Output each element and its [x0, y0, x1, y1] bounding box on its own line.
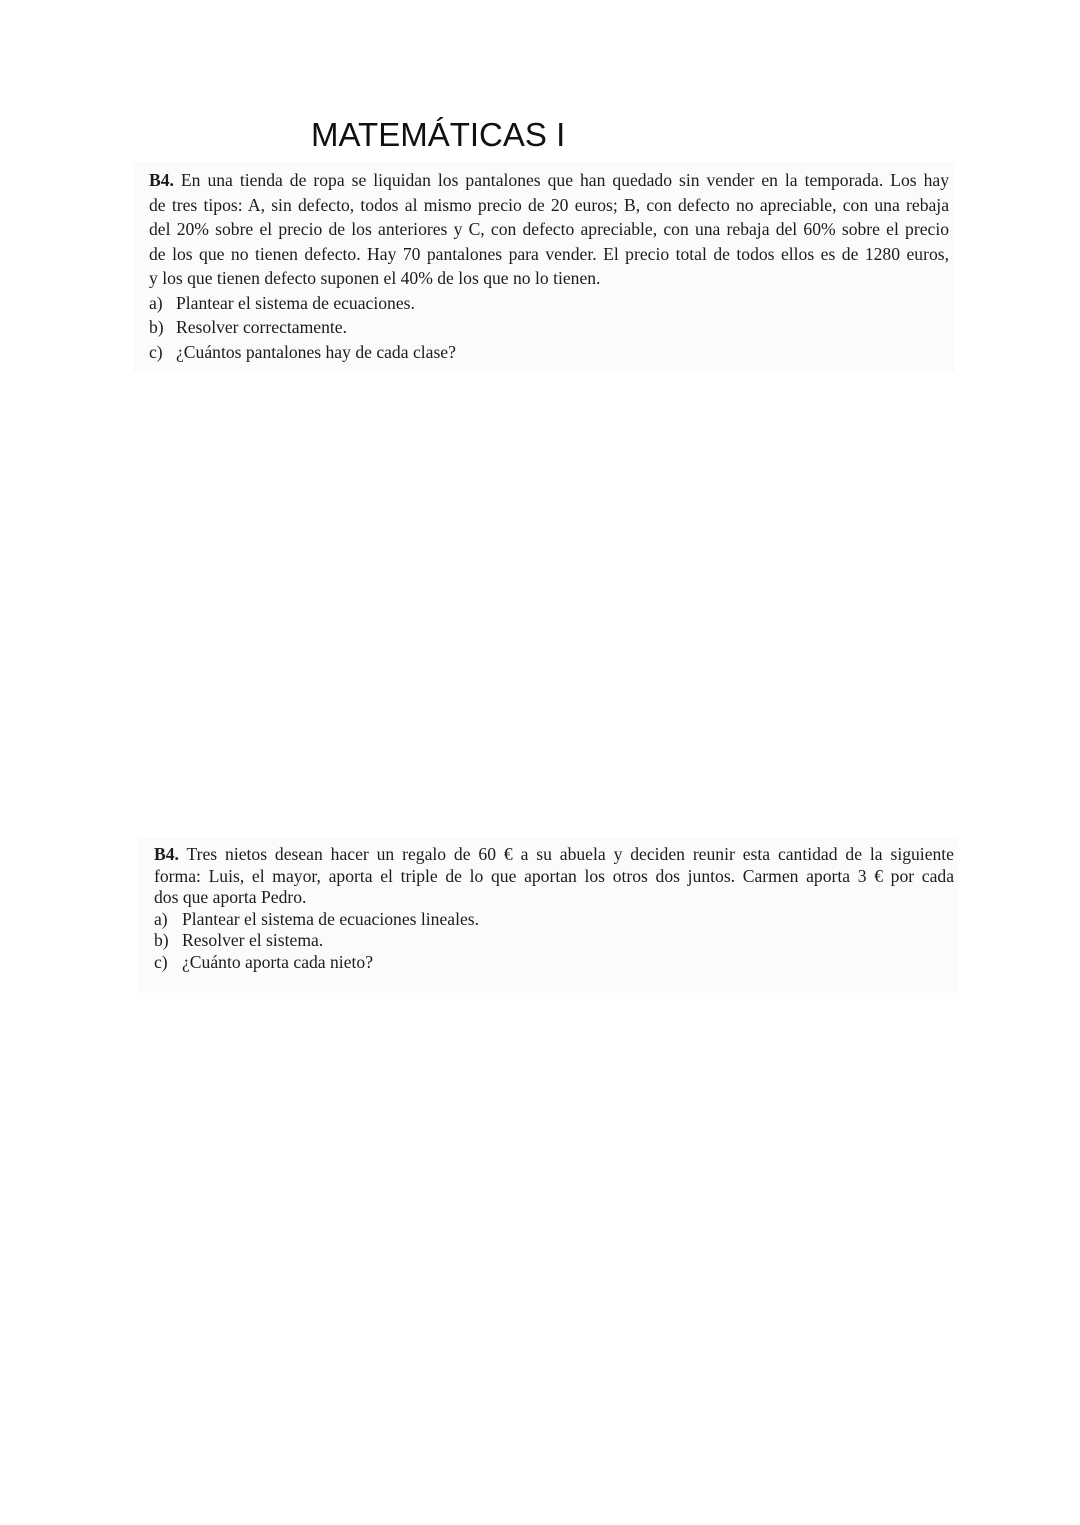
- task-text: Resolver el sistema.: [182, 930, 324, 951]
- task-item-a: [154, 909, 958, 931]
- statement-line: forma: Luis, el mayor, aporta el triple de lo que aportan los otros dos juntos. Carmen aporta 3 € por cada: [154, 865, 954, 886]
- task-marker: a): [149, 292, 163, 313]
- task-list: [154, 909, 958, 974]
- statement-text: En una tienda de ropa se liquidan los pantalones que han quedado sin vender en la temporada. Los hay: [173, 170, 949, 190]
- task-text: ¿Cuánto aporta cada nieto?: [182, 951, 373, 972]
- task-marker: c): [149, 341, 163, 362]
- problem-label: B4.: [154, 844, 179, 864]
- task-item-b: [154, 930, 958, 952]
- task-item-c: [149, 340, 955, 365]
- task-text: Plantear el sistema de ecuaciones.: [176, 292, 415, 313]
- task-marker: a): [154, 908, 168, 929]
- task-marker: b): [149, 317, 164, 337]
- statement-line: [149, 168, 949, 193]
- task-marker: c): [154, 951, 168, 972]
- problem-statement: [149, 168, 949, 291]
- statement-line: [154, 844, 954, 866]
- statement-text: Tres nietos desean hacer un regalo de 60 € a su abuela y deciden reunir esta cantidad de la siguiente: [178, 844, 954, 864]
- statement-line: dos que aporta Pedro.: [154, 887, 307, 908]
- statement-line: de tres tipos: A, sin defecto, todos al mismo precio de 20 euros; B, con defecto no apreciable, con una rebaja: [149, 194, 949, 215]
- task-list: [149, 291, 955, 365]
- problem-statement: [154, 844, 954, 909]
- task-marker: b): [154, 930, 169, 951]
- task-text: ¿Cuántos pantalones hay de cada clase?: [176, 341, 456, 362]
- problem-label: B4.: [149, 170, 174, 190]
- problem-b4-nietos: [138, 838, 958, 993]
- task-item-b: [149, 315, 955, 340]
- statement-line: y los que tienen defecto suponen el 40% de los que no lo tienen.: [149, 268, 601, 288]
- task-text: Plantear el sistema de ecuaciones lineales.: [182, 908, 480, 929]
- statement-line: de los que no tienen defecto. Hay 70 pantalones para vender. El precio total de todos ellos es de 1280 euros,: [149, 243, 949, 264]
- task-item-c: [154, 952, 958, 974]
- task-text: Resolver correctamente.: [176, 317, 347, 337]
- task-item-a: [149, 291, 955, 316]
- statement-line: del 20% sobre el precio de los anteriores y C, con defecto apreciable, con una rebaja del 60% sobre el precio: [149, 219, 949, 239]
- problem-b4-pantalones: [133, 162, 955, 372]
- page-title: MATEMÁTICAS I: [311, 116, 566, 153]
